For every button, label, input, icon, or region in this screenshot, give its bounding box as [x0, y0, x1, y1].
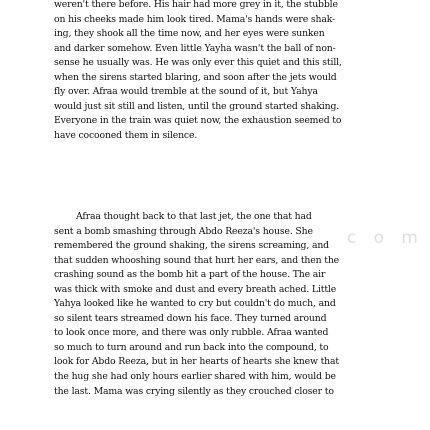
text-line: was thick with smoke and dust and every breath ached. Little — [54, 283, 337, 295]
watermark: . c o m — [324, 228, 424, 248]
text-line: would just sit still and listen, until the ground started shaking. — [54, 100, 340, 112]
text-line: weren't there before. His hair had more grey in it, the stubble — [54, 0, 338, 10]
text-line: and darker somehow. Even little Yayha wasn't the ball of non- — [54, 42, 336, 54]
text-line: Everyone in the train was quiet now, the exhaustion seemed to — [54, 115, 342, 127]
paragraph-1 — [54, 0, 354, 143]
text-line: Yahya looked like he wanted to cry but couldn't do much, and — [54, 298, 336, 310]
text-line: fly over. Afraa would tremble at the sound of it, but Yahya — [54, 86, 318, 98]
text-line: when the sirens started blaring, and soon after the jets would — [54, 71, 337, 83]
text-line: to look once more, and there was only rubble. Afraa wanted — [54, 327, 329, 339]
text-line: sense he usually was. He was only ever this quiet and this still, — [54, 57, 342, 69]
text-line: have cocooned them in silence. — [54, 129, 198, 141]
text-line: sent a bomb smashing through Abdo Reeza's house. She — [54, 225, 313, 237]
text-line: remembered the ground shaking, the sirens screaming, and — [54, 240, 329, 252]
text-line: Afraa thought back to that last jet, the one that had — [76, 211, 312, 222]
text-line: so much to turn around and run back into the compound, to — [54, 341, 329, 353]
paragraph-2 — [54, 210, 354, 399]
text-line: so silent tears streamed down his face. They turned around — [54, 312, 327, 324]
text-line: on his cheeks made him look tired. Mama's hands were shak- — [54, 13, 336, 25]
text-line: the last. Mama was crying silently as they crouched closer to — [54, 385, 334, 397]
text-line: ing, they shook all the time now, and her eyes were sunken — [54, 28, 325, 40]
text-line: that sudden whooshing sound that hurt her ears, and then the — [54, 254, 340, 266]
text-line: crashing sound as the bomb hit a part of the house. The air — [54, 269, 326, 281]
text-line: the hug she had only hours earlier shared with him, would be — [54, 371, 336, 383]
text-line: look for Abdo Reeza, but in her hearts of hearts she knew that — [54, 356, 339, 368]
